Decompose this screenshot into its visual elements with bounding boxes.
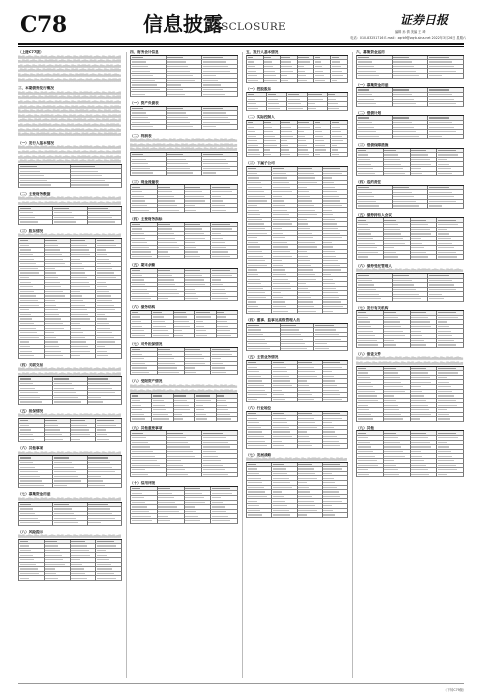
data-table — [246, 166, 348, 314]
table-cell — [357, 102, 393, 107]
table-cell — [131, 334, 152, 339]
table-cell — [411, 473, 438, 478]
table-cell — [281, 153, 298, 158]
block-body-text: ▇▆▇▅▆▇▆▅▇▆▅▇▆▇▅▆▇▆▅▇▆▇▅▆▇▆▅▇▆▅▇▆▇▇▆▇▅▆▇▆▅▇▆▅▇▆▇▅▆▇▆▅▇▆▇▅▆▇▆▅▇▆▅▇▆▇▇▆▇▅▆▇▆▅▇▆▅▇▆▇▅▆▇▆▅▇▆▇▅▆▇▆▅▇▆▅▇▆▇▇▆▇▅▆▇▆▅▇▆▅▇▆▇▅▆▇▆▅▇▆▇▅▆▇▆▅▇▆▅▇▆▇▇▆▇▅▆▇▆▅▇▆▅▇▆▇▅▆▇▆▅▇▆▇▅▆ — [130, 138, 237, 152]
table-cell — [247, 444, 272, 449]
table-cell — [211, 297, 238, 302]
block-heading: 六、募集资金运用 — [356, 50, 385, 54]
data-table — [356, 366, 464, 422]
masthead — [0, 0, 484, 44]
disclosure-block — [246, 87, 348, 111]
table-cell — [287, 107, 307, 112]
table-cell — [298, 153, 315, 158]
table-cell — [247, 309, 272, 314]
disclosure-block — [18, 192, 122, 225]
block-body-text: ▇▆▇▅▆▇▆▅▇▆▅▇▆▇▅▆▇▆▅▇▆▇▅▆▇▆▅▇▆▅▇▆▇▇▆▇▅▆▇▆▅▇▆▅▇▆▇▅▆▇▆▅▇▆▇▅▆▇▆▅▇▆▅▇▆▇▇▆▇▅▆▇▆▅▇▆▅▇▆▇▅▆▇▆▅▇▆▇▅▆▇▆▅▇▆▅▇▆▇▇▆▇▅▆▇▆▅▇▆▅▇▆▇▅▆▇▆▅▇▆▇▅▆▇▆▅▇▆▅▇▆▇▇▆▇▅▆▇▆▅▇▆▅▇▆▇▅▆▇▆▅▇▆▇▅▆▇▆▅▇▆▅▇▆▇▇▆▇▅▆▇▆▅▇▆▅▇▆▇▅▆▇▆▅▇▆▇▅▆▇▆▅▇▆▅▇▆▇▇▆▇▅▆▇▆▅▇▆▅▇▆▇▅▆▇▆▅▇▆▇▅▆▇▆▅▇▆▅▇▆▇▇▆▇▅▆▇▆▅▇▆▅▇▆▇▅▆▇▆▅▇▆▇▅▆▇▆▅▇▆▅▇▆▇▇▆▇▅▆▇▆▅▇▆▅▇▆▇▅▆▇▆▅▇▆▇▅▆▇▆▅▇▆▅▇▆▇▇▆▇ — [18, 54, 121, 82]
block-body-text: ▇▆▇▅▆▇▆▅▇▆▅▇▆▇▅▆▇▆▅▇▆▇▅▆▇▆▅▇▆▅▇▆▇▇▆▇▅▆▇▆▅▇▆▅▇▆▇▅▆ — [246, 457, 347, 462]
table-cell — [185, 297, 212, 302]
table-cell — [19, 220, 53, 225]
block-body-text: ▇▆▇▅▆▇▆▅▇▆▅▇▆▇▅▆▇▆▅▇▆▇▅▆▇▆▅▇▆▅▇▆▇▇▆▇▅▆▇▆▅▇▆▅▇▆▇▅▆▇▆▅▇▆▇▅▆▇▆▅▇▆▅▇▆▇▇▆▇▅▆▇▆▅▇▆▅▇▆▇▅▆▇▆▅▇▆▇▅▆▇▆▅▇▆▅▇▆▇▇▆▇▅▆ — [130, 384, 237, 393]
table-cell — [174, 334, 195, 339]
table-cell — [211, 371, 238, 376]
table-cell — [185, 371, 212, 376]
column-4 — [356, 50, 464, 680]
table-cell — [437, 172, 464, 177]
table-cell — [71, 576, 97, 581]
table-cell — [357, 135, 393, 140]
table-cell — [131, 519, 158, 524]
disclosure-block — [130, 263, 238, 301]
table-cell — [281, 79, 298, 84]
table-cell — [428, 102, 464, 107]
table-cell — [19, 576, 45, 581]
table-cell — [264, 79, 281, 84]
table-cell — [211, 208, 238, 213]
table-cell — [357, 255, 384, 260]
disclosure-block — [356, 426, 464, 478]
table-cell — [411, 255, 438, 260]
table-cell — [195, 334, 216, 339]
table-cell — [53, 400, 87, 405]
table-cell — [195, 417, 216, 422]
table-cell — [272, 513, 297, 518]
block-heading: （一）发行人基本情况 — [18, 140, 54, 145]
data-table — [18, 238, 122, 358]
table-cell — [131, 371, 158, 376]
data-table — [246, 323, 348, 352]
table-cell — [298, 398, 323, 403]
data-table — [356, 115, 464, 139]
table-cell — [428, 74, 464, 79]
table-cell — [19, 484, 53, 489]
table-cell — [202, 171, 238, 176]
contact-date-line: 电话：010-83251716 E-mail：zqrb9@zqrb.sina.net 2022年3月26日 星期六 — [350, 36, 466, 40]
table-cell — [247, 153, 264, 158]
table-cell — [357, 172, 384, 177]
table-cell — [19, 437, 45, 442]
table-cell — [71, 354, 97, 359]
block-heading: （四）关联交易 — [18, 362, 44, 367]
table-cell — [323, 444, 348, 449]
table-cell — [357, 204, 393, 209]
table-cell — [281, 347, 315, 352]
disclosure-block — [130, 481, 238, 523]
table-cell — [53, 484, 87, 489]
table-cell — [158, 297, 185, 302]
table-cell — [211, 255, 238, 260]
table-cell — [272, 309, 297, 314]
block-heading: （五）期末余额 — [130, 263, 156, 268]
table-cell — [131, 473, 167, 478]
table-cell — [247, 398, 272, 403]
data-table — [18, 164, 122, 188]
disclosure-block — [18, 86, 122, 137]
disclosure-block — [356, 352, 464, 422]
table-cell — [298, 79, 315, 84]
table-cell — [19, 183, 71, 188]
block-heading: （五）债券持有人会议 — [356, 212, 392, 217]
column-1 — [18, 50, 122, 680]
table-cell — [393, 74, 429, 79]
table-cell — [45, 576, 71, 581]
table-cell — [131, 92, 167, 97]
table-cell — [167, 92, 203, 97]
table-cell — [167, 171, 203, 176]
disclosure-block — [130, 217, 238, 259]
block-body-text: ▇▆▇▅▆▇▆▅▇▆▅▇▆▇▅▆▇▆▅▇▆▇▅▆▇▆▅▇▆▅▇▆▇▇▆▇▅▆▇▆▅▇▆▅▇▆▇▅▆▇▆▅▇▆▇▅▆▇▆▅▇▆▅▇▆▇▇▆▇▅▆▇▆▅▇▆▅▇▆▇▅▆▇▆▅▇▆▇▅▆▇▆▅▇▆▅▇▆▇▇▆▇▅▆▇▆▅▇▆▅▇▆▇▅▆▇▆▅▇▆▇▅▆▇▆▅▇▆▅▇▆▇▇▆▇▅▆▇▆▅▇▆▅▇▆▇▅▆▇▆▅▇▆▇▅▆▇▆▅▇▆▅▇▆▇▇▆▇▅▆▇▆▅▇▆▅▇▆▇▅▆▇▆▅▇▆▇▅▆▇▆▅▇▆▅▇▆▇▇▆ — [18, 145, 121, 164]
disclosure-block — [130, 50, 238, 97]
table-cell — [437, 343, 464, 348]
table-cell — [131, 171, 167, 176]
table-cell — [357, 417, 384, 422]
table-cell — [331, 79, 348, 84]
table-cell — [88, 521, 122, 526]
table-cell — [428, 135, 464, 140]
block-heading: （七）对外担保情况 — [130, 342, 163, 347]
editors-line: 编辑 孙 倩 美编 王 琦 — [395, 30, 426, 34]
table-cell — [96, 354, 122, 359]
table-cell — [393, 102, 429, 107]
disclosure-block — [246, 355, 348, 402]
disclosure-block — [246, 161, 348, 314]
data-table — [130, 106, 238, 130]
disclosure-block — [356, 50, 464, 79]
data-table — [356, 217, 464, 259]
table-cell — [384, 417, 411, 422]
table-cell — [437, 417, 464, 422]
column-divider — [352, 52, 353, 678]
table-cell — [247, 347, 281, 352]
column-divider — [242, 52, 243, 678]
table-cell — [202, 125, 238, 130]
block-body-text: ▇▆▇▅▆▇▆▅▇▆▅▇▆▇▅▆▇▆▅▇▆▇▅▆▇▆▅▇▆▅▇▆▇▇▆▇▅▆▇▆▅▇▆▅▇▆▇▅▆▇▆▅▇▆▇▅▆▇▆▅▇▆▅▇▆▇▇▆▇▅▆▇▆▅▇▆▅▇▆▇▅▆▇▆▅▇▆▇▅▆▇▆▅▇▆▅▇▆▇▇ — [18, 196, 121, 205]
table-cell — [202, 473, 238, 478]
table-cell — [211, 519, 238, 524]
block-heading: （七）发行有关机构 — [356, 305, 389, 310]
disclosure-block — [130, 305, 238, 338]
data-table — [18, 539, 122, 581]
data-table — [356, 55, 464, 79]
table-cell — [247, 513, 272, 518]
disclosure-block — [18, 141, 122, 188]
table-cell — [71, 183, 123, 188]
disclosure-block — [130, 379, 238, 421]
table-cell — [202, 92, 238, 97]
block-heading: （二）主要财务数据 — [18, 191, 51, 196]
block-body-text: ▇▆▇▅▆▇▆▅▇▆▅▇▆▇▅▆▇▆▅▇▆▇▅▆▇▆▅▇▆▅▇▆▇▇▆▇▅▆▇▆▅▇▆▅▇▆▇▅▆▇ — [18, 413, 121, 418]
block-heading: （六）债券受托管理人 — [356, 263, 392, 268]
disclosure-block — [130, 134, 238, 176]
table-cell — [428, 204, 464, 209]
data-table — [18, 502, 122, 526]
disclosure-block — [130, 342, 238, 375]
block-heading: （二）偿债计划 — [356, 110, 382, 115]
table-cell — [131, 208, 158, 213]
data-table — [18, 455, 122, 488]
disclosure-block — [356, 180, 464, 209]
disclosure-block — [356, 83, 464, 107]
table-cell — [167, 473, 203, 478]
block-heading: （九）其他重要事项 — [130, 425, 163, 430]
block-heading: （四）董事、监事及高级管理人员 — [246, 318, 300, 323]
table-cell — [247, 107, 267, 112]
data-table — [130, 222, 238, 260]
table-cell — [357, 343, 384, 348]
table-cell — [384, 255, 411, 260]
table-cell — [411, 172, 438, 177]
table-cell — [185, 255, 212, 260]
table-cell — [323, 309, 348, 314]
data-table — [130, 55, 238, 97]
table-cell — [158, 371, 185, 376]
data-table — [356, 273, 464, 302]
block-body-text: ▇▆▇▅▆▇▆▅▇▆▅▇▆▇▅▆▇▆▅▇▆▇▅▆▇▆▅▇▆▅▇▆▇▇▆▇▅▆▇▆▅▇▆▅▇▆▇▅▆▇ — [18, 496, 121, 501]
table-cell — [314, 153, 331, 158]
block-body-text: ▇▆▇▅▆▇▆▅▇▆▅▇▆▇▅▆▇▆▅▇▆▇▅▆▇▆▅▇▆▅▇▆▇▇▆▇▅▆▇▆▅▇▆▅▇▆▇▅▆▇▆▅▇▆▇▅▆▇▆▅▇▆▅▇▆▇▇▆▇▅▆▇▆▅▇▆▅▇▆▇▅▆▇▆▅▇▆▇▅▆▇▆▅▇▆▅▇▆▇▇▆▇▅▆▇▆▅▇▆▅▇▆▇▅▆▇▆▅▇▆▇▅▆▇▆▅▇▆▅▇▆▇▇▆▇▅▆▇▆▅▇▆▅▇▆▇▅▆▇▆▅▇▆▇▅▆▇▆▅▇▆▅▇▆▇▇▆▇▅▆▇▆▅▇▆▅▇▆▇▅▆▇▆▅▇▆▇▅▆▇▆▅▇▆▅▇▆▇▇▆▇▅▆▇▆▅▇▆▅▇▆▇▅▆▇▆▅▇▆▇▅▆▇▆▅▇▆▅▇▆▇▇▆▇▅▆▇▆▅▇▆▅▇▆▇▅▆▇▆▅▇▆▇▅▆▇▆▅▇▆▅▇▆▇▇▆▇▅▆▇▆▅▇▆▅▇▆▇▅▆▇▆▅▇▆▇▅▆▇▆▅▇▆▅▇▆▇▇▆▇▅▆▇▆▅▇▆▅▇▆▇▅▆▇▆▅▇▆▇▅▆▇▆▅▇▆▅▇▆▇▇▆▇▅▆▇▆▅▇▆▅▇▆▇▅▆▇▆▅▇▆▇▅▆▇▆▅▇▆▅▇▆▇▇▆▇▅▆▇▆▅▇▆▅▇▆▇▅▆▇▆▅▇▆▇▅▆▇▆▅▇▆▅▇▆▇▇▆▇▅▆▇▆▅▇▆▅▇▆▇▅▆▇▆▅▇▆▇▅▆▇▆▅▇▆▅▇▆▇▇▆▇▅▆▇▆▅▇▆▅▇▆▇▅▆▇▆▅▇▆▇▅▆▇▆▅▇▆▅▇▆▇▇▆▇▅▆▇▆▅▇▆▅▇▆▇▅▆▇▆▅▇▆▇▅▆▇▆▅▇▆▅▇▆▇▇▆▇▅▆ — [18, 90, 121, 137]
disclosure-block — [18, 50, 122, 82]
disclosure-block — [246, 318, 348, 351]
page-number: C78 — [20, 12, 67, 38]
table-cell — [298, 309, 323, 314]
block-body-text: ▇▆▇▅▆▇▆▅▇▆▅▇▆▇▅▆▇▆▅▇▆▇▅▆▇▆▅▇▆▅▇▆▇▇▆▇▅▆▇▆▅▇▆▅▇▆▇▅▆▇▆▅▇▆▇▅▆▇▆▅▇▆▅▇▆▇▇▆▇▅▆▇▆▅▇▆▅▇▆▇▅▆▇▆▅▇▆▇▅▆▇▆▅▇▆▅▇▆▇▇▆▇▅▆ — [356, 356, 463, 366]
data-table — [246, 462, 348, 518]
disclosure-block — [18, 492, 122, 525]
data-table — [130, 347, 238, 376]
masthead-rule — [18, 43, 464, 45]
table-cell — [411, 417, 438, 422]
table-cell — [264, 153, 281, 158]
table-cell — [298, 513, 323, 518]
block-heading: （三）下属子公司 — [246, 161, 275, 166]
table-cell — [393, 297, 429, 302]
data-table — [356, 310, 464, 348]
table-cell — [217, 334, 238, 339]
table-cell — [185, 208, 212, 213]
data-table — [356, 87, 464, 106]
table-cell — [152, 417, 173, 422]
table-cell — [96, 576, 122, 581]
table-cell — [411, 343, 438, 348]
data-table — [18, 418, 122, 442]
block-heading: （四）违约责任 — [356, 180, 382, 185]
block-heading: （十）信用评级 — [130, 481, 156, 486]
table-cell — [328, 107, 348, 112]
block-heading: 五、发行人基本情况 — [246, 50, 279, 54]
table-cell — [272, 444, 297, 449]
table-cell — [384, 343, 411, 348]
table-cell — [384, 473, 411, 478]
block-heading: （一）募集资金用途 — [356, 82, 389, 87]
table-cell — [131, 297, 158, 302]
table-cell — [384, 172, 411, 177]
table-cell — [88, 400, 122, 405]
table-cell — [158, 519, 185, 524]
data-table — [246, 411, 348, 449]
block-heading: （上接C77版） — [18, 50, 44, 54]
table-cell — [45, 437, 71, 442]
block-heading: 三、本期债券发行概况 — [18, 86, 54, 91]
column-3 — [246, 50, 348, 680]
data-table — [246, 92, 348, 111]
table-cell — [323, 398, 348, 403]
block-body-text: ▇▆▇▅▆▇▆▅▇▆▅▇▆▇▅▆▇▆▅▇▆▇▅▆▇▆▅▇▆▅▇▆▇▇▆▇▅▆▇▆▅▇▆▅▇▆▇▅▆▇ — [18, 233, 121, 238]
block-heading: （六）债务结构 — [130, 305, 156, 310]
block-heading: （八）受限资产情况 — [130, 379, 163, 384]
table-cell — [152, 334, 173, 339]
table-cell — [437, 255, 464, 260]
table-cell — [267, 107, 287, 112]
block-heading: （七）募集资金用途 — [18, 492, 51, 497]
table-cell — [174, 417, 195, 422]
block-heading: （一）资产负债表 — [130, 100, 159, 105]
disclosure-block — [130, 180, 238, 213]
block-heading: （二）利润表 — [130, 133, 152, 138]
block-body-text: ▇▆▇▅▆▇▆▅▇▆▅▇▆▇▅▆▇▆▅▇▆▇▅▆▇▆▅▇▆▅▇▆▇▇▆▇▅▆▇▆▅▇▆▅▇▆▇▅▆▇▆▅▇▆▇▅▆▇▆▅▇▆▅▇▆▇▇▆▇▅▆▇▆▅▇▆▅▇▆▇▅▆▇▆▅▇▆▇▅▆▇▆▅▇▆▅▇▆▇▇ — [18, 367, 121, 376]
block-heading: （八）风险提示 — [18, 529, 44, 534]
block-heading: （八）备查文件 — [356, 351, 382, 356]
data-table — [356, 148, 464, 177]
table-cell — [88, 484, 122, 489]
table-cell — [357, 297, 393, 302]
table-cell — [53, 521, 87, 526]
block-body-text: ▇▆▇▅▆▇▆▅▇▆▅▇▆▇▅▆▇▆▅▇▆▇▅▆▇▆▅▇▆▅▇▆▇▇▆▇▅▆▇▆▅▇▆▅▇▆▇▅▆▇ — [18, 450, 121, 455]
table-cell — [393, 204, 429, 209]
table-cell — [167, 125, 203, 130]
table-cell — [314, 347, 348, 352]
table-cell — [19, 521, 53, 526]
table-cell — [131, 417, 152, 422]
disclosure-block — [356, 264, 464, 302]
table-cell — [185, 519, 212, 524]
disclosure-block — [18, 446, 122, 488]
disclosure-block — [18, 530, 122, 582]
data-table — [130, 268, 238, 301]
data-table — [246, 120, 348, 158]
table-cell — [308, 107, 328, 112]
table-cell — [19, 354, 45, 359]
disclosure-block — [246, 406, 348, 448]
disclosure-block — [356, 143, 464, 176]
block-heading: （三）偿债保障措施 — [356, 143, 389, 148]
block-heading: （五）主营业务情况 — [246, 355, 279, 360]
block-heading: （九）其他 — [356, 425, 374, 430]
table-cell — [331, 153, 348, 158]
block-heading: （三）现金流量表 — [130, 179, 159, 184]
disclosure-block — [246, 115, 348, 157]
data-table — [356, 185, 464, 209]
disclosure-block — [130, 101, 238, 130]
data-table — [130, 430, 238, 477]
table-cell — [158, 255, 185, 260]
data-table — [356, 430, 464, 477]
disclosure-block — [356, 306, 464, 348]
data-table — [130, 393, 238, 422]
table-cell — [131, 125, 167, 130]
masthead-rule-thin — [18, 46, 464, 47]
table-cell — [428, 297, 464, 302]
section-title-en: DISCLOSURE — [208, 21, 286, 33]
block-heading: （三）股东情况 — [18, 228, 44, 233]
table-cell — [71, 437, 97, 442]
table-cell — [45, 354, 71, 359]
data-table — [18, 206, 122, 225]
table-cell — [298, 444, 323, 449]
table-cell — [272, 398, 297, 403]
block-body-text: ▇▆▇▅▆▇▆▅▇▆▅▇▆▇▅▆▇▆▅▇▆▇▅▆▇▆▅▇▆▅▇▆▇▇▆▇▅▆▇▆▅▇▆▅▇▆▇▅▆▇ — [18, 534, 121, 539]
block-heading: （四）主要财务指标 — [130, 217, 163, 222]
data-table — [246, 55, 348, 84]
column-2 — [130, 50, 238, 680]
block-heading: （一）控股股东 — [246, 87, 272, 92]
block-heading: （二）实际控制人 — [246, 115, 275, 120]
block-heading: （六）其他事项 — [18, 446, 44, 451]
table-cell — [53, 220, 87, 225]
table-cell — [217, 417, 238, 422]
block-heading: （五）担保情况 — [18, 408, 44, 413]
newspaper-logo: 证券日报 — [400, 13, 449, 27]
table-cell — [323, 513, 348, 518]
data-table — [130, 310, 238, 339]
block-heading: （六）行业地位 — [246, 406, 272, 411]
table-cell — [88, 220, 122, 225]
disclosure-block — [18, 409, 122, 442]
disclosure-block — [130, 426, 238, 478]
data-table — [130, 184, 238, 213]
table-cell — [247, 79, 264, 84]
continued-note: （下转C79版） — [443, 688, 466, 692]
footer-rule — [18, 683, 464, 684]
disclosure-block — [18, 229, 122, 359]
column-divider — [126, 52, 127, 678]
data-table — [130, 486, 238, 524]
table-cell — [357, 74, 393, 79]
disclosure-block — [356, 213, 464, 260]
disclosure-block — [246, 50, 348, 83]
disclosure-block — [356, 111, 464, 140]
table-cell — [314, 79, 331, 84]
table-cell — [19, 400, 53, 405]
table-cell — [131, 255, 158, 260]
data-table — [246, 360, 348, 402]
table-cell — [96, 437, 122, 442]
block-body-text: ▇▆▇▅▆▇▆▅▇▆▅▇▆▇▅▆▇▆▅▇▆▇▅▆▇▆▅▇▆▅▇▆▇▇▆▇▅▆▇▆▅▇▆▅▇▆▇▅▆▇▆▅ — [356, 268, 463, 273]
disclosure-block — [18, 363, 122, 405]
section-title: 信息披露 — [143, 12, 223, 36]
table-cell — [437, 473, 464, 478]
table-cell — [158, 208, 185, 213]
table-cell — [393, 135, 429, 140]
data-table — [18, 376, 122, 405]
block-heading: 四、财务会计信息 — [130, 50, 159, 54]
table-cell — [357, 473, 384, 478]
data-table — [130, 152, 238, 176]
disclosure-block — [246, 453, 348, 518]
block-heading: （七）发展战略 — [246, 452, 272, 457]
